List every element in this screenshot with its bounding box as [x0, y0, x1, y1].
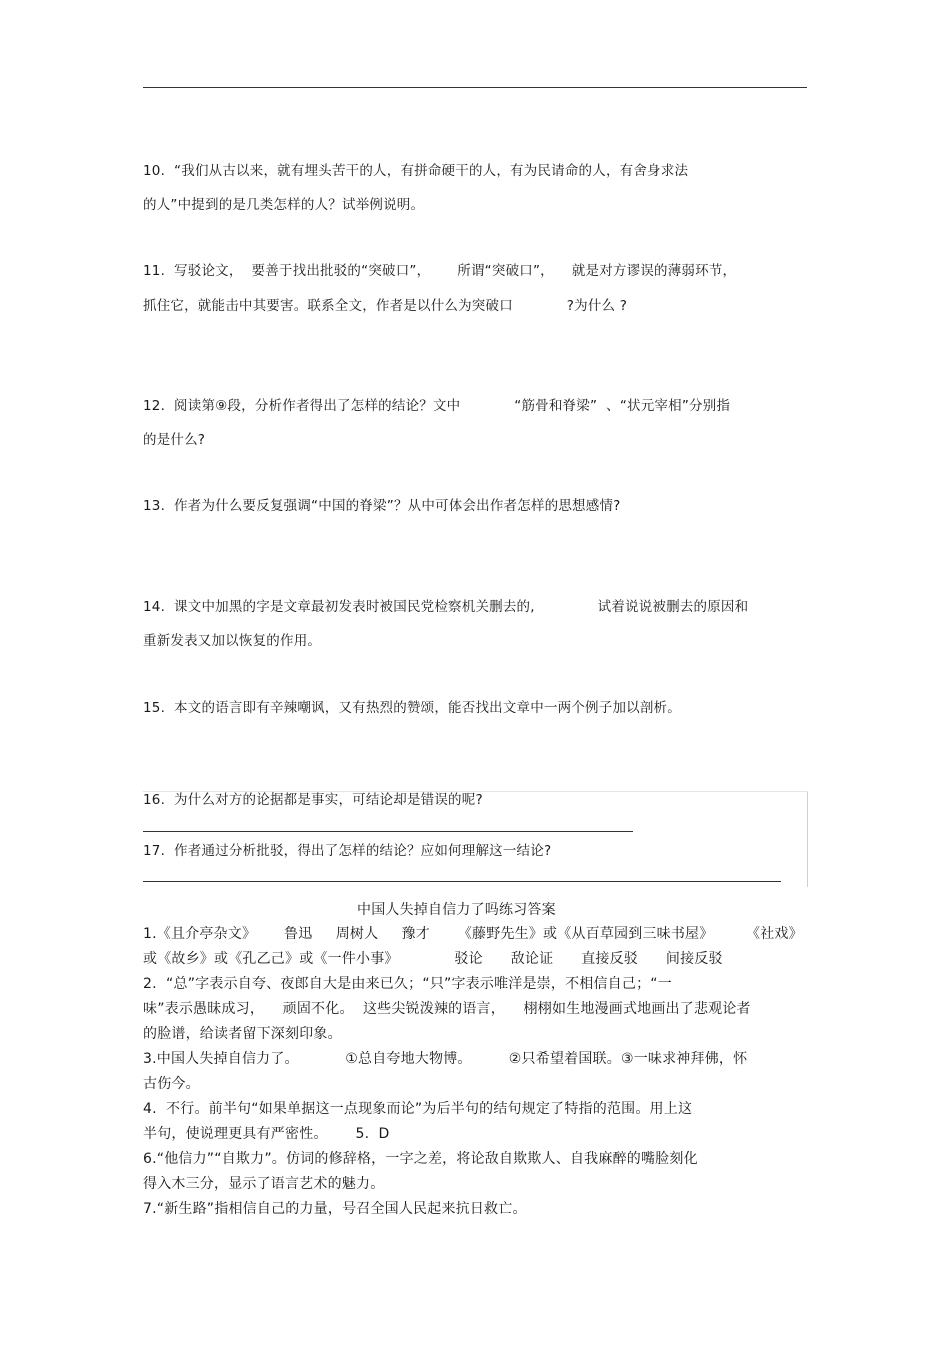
answer-line: 3.中国人失掉自信力了。 ①总自夸地大物博。 ②只希望着国联。③一味求神拜佛，怀	[143, 1051, 748, 1067]
answers-title: 中国人失掉自信力了吗练习答案	[357, 902, 556, 918]
answer-line: 6.“他信力”“自欺力”。仿词的修辞格，一字之差，将论敌自欺欺人、自我麻醉的嘴脸刻化	[143, 1151, 698, 1167]
answer-line: 7.“新生路”指相信自己的力量，号召全国人民起来抗日救亡。	[143, 1201, 527, 1217]
answer-line-16	[143, 831, 633, 832]
question-13: 13. 作者为什么要反复强调“中国的脊梁”？从中可体会出作者怎样的思想感情?	[143, 498, 621, 514]
question-14-line-1: 14. 课文中加黑的字是文章最初发表时被国民党检察机关删去的, 试着说说被删去的原因和	[143, 599, 749, 615]
question-11-line-2: 抓住它，就能击中其要害。联系全文，作者是以什么为突破口 ?为什么 ?	[143, 298, 628, 314]
answer-line: 得入木三分，显示了语言艺术的魅力。	[143, 1176, 385, 1192]
question-12-line-2: 的是什么?	[143, 432, 206, 448]
question-10-line-1: 10. “我们从古以来，就有埋头苦干的人，有拼命硬干的人，有为民请命的人，有舍身求法	[143, 163, 689, 179]
question-17: 17. 作者通过分析批驳，得出了怎样的结论？应如何理解这一结论?	[143, 843, 552, 859]
answer-line: 的脸谱，给读者留下深刻印象。	[143, 1026, 342, 1042]
answer-line: 2. “总”字表示自夸、夜郎自大是由来已久；“只”字表示唯洋是崇，不相信自己；“一	[143, 976, 672, 992]
question-16: 16. 为什么对方的论据都是事实，可结论却是错误的呢?	[143, 792, 483, 808]
answer-line: 半句，使说理更具有严密性。 5. D	[143, 1126, 390, 1142]
answer-line: 4. 不行。前半句“如果单据这一点现象而论”为后半句的结句规定了特指的范围。用上这	[143, 1101, 693, 1117]
answer-line-17	[143, 881, 781, 882]
question-11-line-1: 11. 写驳论文， 要善于找出批驳的“突破口”， 所谓“突破口”， 就是对方谬误的薄弱环节，	[143, 263, 737, 279]
answer-line: 古伤今。	[143, 1076, 200, 1092]
question-15: 15. 本文的语言即有辛辣嘲讽，又有热烈的赞颂，能否找出文章中一两个例子加以剖析。	[143, 700, 681, 716]
question-12-line-1: 12. 阅读第⑨段，分析作者得出了怎样的结论？文中 “筋骨和脊梁” 、“状元宰相”分别指	[143, 398, 731, 414]
answer-line: 1.《且介亭杂文》 鲁迅 周树人 豫才 《藤野先生》或《从百草园到三味书屋》 《社戏》	[143, 926, 803, 942]
header-rule	[143, 87, 807, 88]
answer-line: 或《故乡》或《孔乙己》或《一件小事》 驳论 敌论证 直接反驳 间接反驳	[143, 951, 723, 967]
question-10-line-2: 的人”中提到的是几类怎样的人？试举例说明。	[143, 197, 425, 213]
question-14-line-2: 重新发表又加以恢复的作用。	[143, 633, 322, 649]
answer-line: 味”表示愚昧成习， 顽固不化。 这些尖锐泼辣的语言， 栩栩如生地漫画式地画出了悲观论者	[143, 1001, 751, 1017]
